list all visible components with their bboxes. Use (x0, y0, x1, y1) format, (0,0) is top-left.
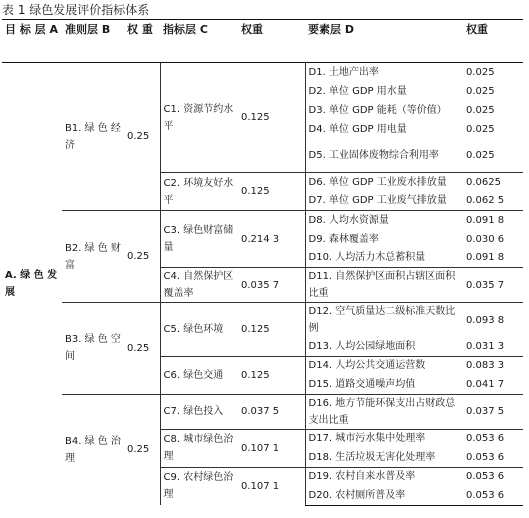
element-weight: 0.025 (466, 85, 495, 97)
indicator-table (2, 19, 523, 506)
table-caption: 表 1 绿色发展评价指标体系 (2, 3, 150, 17)
table-row (2, 63, 523, 82)
header-indicator: 指标层 C (160, 20, 238, 63)
element-cell: D15. 道路交通噪声均值 (305, 375, 463, 394)
element-weight: 0.041 7 (463, 375, 523, 394)
header-element-weight: 权重 (463, 20, 523, 63)
table-row (2, 211, 523, 230)
indicator-cell: C6. 绿色交通 (160, 356, 238, 394)
header-element: 要素层 D (305, 20, 463, 63)
indicator-weight: 0.125 (238, 356, 305, 394)
element-cell: D17. 城市污水集中处理率 (305, 429, 463, 448)
element-weight: 0.053 6 (463, 486, 523, 505)
indicator-weight: 0.214 3 (238, 211, 305, 268)
element-weight: 0.025 (466, 123, 495, 135)
element-weight: 0.062 5 (463, 192, 523, 211)
indicator-cell: C4. 自然保护区覆盖率 (160, 268, 238, 303)
indicator-weight: 0.107 1 (241, 480, 280, 492)
indicator-cell: C8. 城市绿色治理 (160, 429, 238, 467)
table-row (2, 303, 523, 338)
element-cell: D12. 空气质量达二级标准天数比例 (305, 303, 463, 338)
table-row (2, 394, 523, 429)
indicator-cell: C3. 绿色财富储量 (160, 211, 238, 268)
element-cell: D11. 自然保护区面积占辖区面积比重 (305, 268, 463, 303)
element-weight: 0.053 6 (466, 471, 505, 483)
element-weight: 0.093 8 (466, 314, 505, 326)
element-cell: D6. 单位 GDP 工业废水排放量 (305, 173, 463, 192)
element-weight: 0.025 (466, 104, 495, 116)
goal-cell: A. 绿 色 发展 (5, 270, 58, 298)
element-cell: D18. 生活垃圾无害化处理率 (305, 448, 463, 467)
criterion-cell: B3. 绿 色 空间 (62, 303, 124, 395)
criterion-weight: 0.25 (124, 63, 160, 211)
indicator-cell: C7. 绿色投入 (160, 394, 238, 429)
indicator-weight: 0.125 (238, 63, 305, 173)
indicator-weight: 0.125 (238, 173, 305, 211)
indicator-weight: 0.035 7 (238, 268, 305, 303)
element-weight: 0.037 5 (463, 394, 523, 429)
indicator-weight: 0.037 5 (238, 394, 305, 429)
indicator-weight: 0.107 1 (238, 429, 305, 467)
element-weight: 0.091 8 (463, 249, 523, 268)
header-criterion: 准则层 B (62, 20, 124, 63)
element-cell: D3. 单位 GDP 能耗（等价值） (305, 101, 463, 120)
indicator-weight: 0.125 (238, 303, 305, 357)
header-goal: 目 标 层 A (2, 20, 62, 63)
criterion-weight: 0.25 (124, 303, 160, 395)
indicator-cell: C2. 环境友好水平 (160, 173, 238, 211)
element-cell: D2. 单位 GDP 用水量 (305, 82, 463, 101)
criterion-cell: B1. 绿 色 经济 (62, 63, 124, 211)
element-weight: 0.091 8 (466, 214, 505, 226)
criterion-weight: 0.25 (124, 211, 160, 303)
indicator-cell: C5. 绿色环境 (160, 303, 238, 357)
element-cell: D7. 单位 GDP 工业废气排放量 (305, 192, 463, 211)
element-cell: D16. 地方节能环保支出占财政总支出比重 (305, 394, 463, 429)
element-cell: D14. 人均公共交通运营数 (305, 356, 463, 375)
element-cell: D8. 人均水资源量 (305, 211, 463, 230)
element-weight: 0.0625 (466, 176, 501, 188)
element-cell: D4. 单位 GDP 用电量 (305, 120, 463, 139)
indicator-cell: C1. 资源节约水平 (160, 63, 238, 173)
header-row (2, 20, 523, 63)
element-weight: 0.031 3 (463, 337, 523, 356)
criterion-cell: B2. 绿 色 财富 (62, 211, 124, 303)
indicator-cell: C9. 农村绿色治理 (160, 467, 238, 505)
element-weight: 0.083 3 (466, 360, 505, 372)
element-cell: D13. 人均公园绿地面积 (305, 337, 463, 356)
header-indicator-weight: 权重 (238, 20, 305, 63)
element-weight: 0.030 6 (466, 233, 505, 245)
element-cell: D9. 森林覆盖率 (305, 230, 463, 249)
header-criterion-weight: 权 重 (124, 20, 160, 63)
element-cell: D1. 土地产出率 (305, 63, 463, 82)
element-weight: 0.035 7 (463, 268, 523, 303)
element-weight: 0.025 (463, 139, 523, 173)
element-weight: 0.053 6 (463, 448, 523, 467)
element-weight: 0.053 6 (466, 433, 505, 445)
criterion-cell: B4. 绿 色 治理 (65, 435, 121, 464)
element-cell: D20. 农村厕所普及率 (305, 486, 463, 505)
criterion-weight: 0.25 (127, 444, 150, 456)
element-weight: 0.025 (466, 66, 495, 78)
element-cell: D19. 农村自来水普及率 (305, 467, 463, 486)
element-cell: D10. 人均活力木总蓄积量 (305, 249, 463, 268)
element-cell: D5. 工业固体废物综合利用率 (305, 139, 463, 173)
